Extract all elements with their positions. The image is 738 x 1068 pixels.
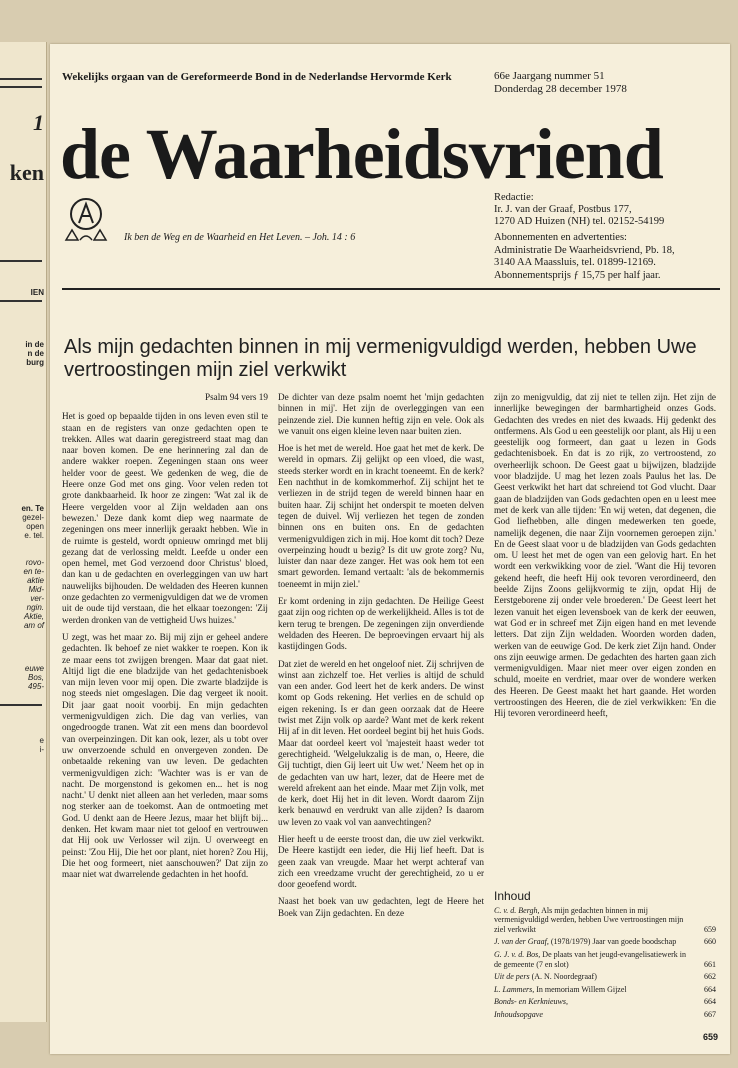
text-fragment: en. Te bbox=[21, 504, 44, 513]
text-fragment: ngin. bbox=[26, 603, 44, 612]
toc-text: (A. N. Noordegraaf) bbox=[531, 972, 597, 982]
paragraph: De dichter van deze psalm noemt het 'mijn gedachten binnen in mij'. Het zijn de overleggingen van een peinzende ziel. Die kunnen heftig zijn en vele. Ook als we vanuit ons eigen kleine leven naar buiten zien. bbox=[278, 392, 484, 436]
text-fragment: gezel- bbox=[22, 513, 44, 522]
paragraph: U zegt, was het maar zo. Bij mij zijn er geheel andere gedachten. Ik behoef ze niet wakker te roepen. Kon ik ze maar eens tot zwijgen brengen. Maar dat gaat niet. Altijd ligt die ene bladzijde van het gedachtenisboek van mijn leven voor mij open. Die zwarte bladzijde is nog steeds niet omgeslagen. Die dag vergeet ik nooit. Dit jaar gaat nooit voorbij. En mijn gedachten vermenigvuldigen zich. Die dag van verlies, van ongedroogde tranen. Wat zit een mens dan boordevol van overpeinzingen. Dit kan ook, lezer, als u tobt over uw onverzoende schuld en onvergeven zonden. De onbetaalde rekening van uw leven. De gedachten vermenigvuldigen zich: 'Wachter was is er van de nacht. De morgenstond is gekomen en... het is nog nacht.' U denkt niet alleen aan het verleden, maar soms nog sterker aan de toekomst. Aan de ontmoeting met God. U denkt aan de Heere Jezus, maar het blijft bij... denken. Het kwam maar niet tot geloof en vertrouwen dat Hij ook uw Verlosser wil zijn. U overweegt en peinst: 'Zou Hij, Die het oor plant, niet horen? Zou Hij, Die het oog formeert, niet aanschouwen?' Dat zijn zo maar niet wat dwarrelende gedachten in het hoofd. bbox=[62, 631, 268, 880]
redactie-line: Ir. J. van der Graaf, Postbus 177, bbox=[494, 204, 632, 215]
text-fragment: e. tel. bbox=[24, 531, 44, 540]
text-fragment: Bos, bbox=[27, 673, 44, 682]
divider bbox=[0, 86, 42, 88]
newspaper-page bbox=[50, 44, 730, 1054]
text-fragment: am of bbox=[23, 621, 44, 630]
alpha-omega-logo-icon bbox=[62, 194, 110, 242]
toc-item[interactable] bbox=[494, 985, 716, 995]
text-fragment: IEN bbox=[30, 288, 44, 297]
toc-page: 661 bbox=[704, 959, 716, 969]
toc-author: Inhoudsopgave bbox=[494, 1009, 543, 1019]
toc-page: 659 bbox=[704, 924, 716, 934]
text-fragment: n de bbox=[27, 349, 44, 358]
issue-volume: 66e Jaargang nummer 51 bbox=[494, 70, 605, 82]
text-fragment: aktie bbox=[27, 576, 44, 585]
toc-author: J. van der Graaf, bbox=[494, 937, 549, 947]
psalm-reference: Psalm 94 vers 19 bbox=[204, 392, 268, 402]
text-fragment: Aktie, bbox=[23, 612, 44, 621]
text-fragment: 495- bbox=[27, 682, 44, 691]
toc-title: Inhoud bbox=[494, 889, 531, 903]
toc-author: C. v. d. Bergh, bbox=[494, 905, 540, 915]
toc-page: 664 bbox=[704, 997, 716, 1007]
text-fragment: i- bbox=[39, 745, 44, 754]
toc-text: Als mijn gedachten binnen in mij vermenigvuldigd werden, hebben Uwe vertroostingen mijn ziel verkwikt bbox=[494, 905, 684, 934]
toc-author: Bonds- en Kerknieuws, bbox=[494, 997, 568, 1007]
page-number: 659 bbox=[702, 1032, 718, 1042]
article-column-2 bbox=[278, 392, 484, 925]
article-column-1 bbox=[62, 392, 268, 886]
text-fragment: euwe bbox=[24, 664, 44, 673]
toc-text: De plaats van het jeugd-evangelisatiewerk in de gemeente (7 en slot) bbox=[494, 949, 687, 969]
text-fragment: ver- bbox=[30, 594, 44, 603]
text-fragment: in de bbox=[25, 340, 44, 349]
issue-date: Donderdag 28 december 1978 bbox=[494, 83, 627, 95]
subscription-line: 3140 AA Maassluis, tel. 01899-12169. bbox=[494, 257, 656, 268]
toc-page: 660 bbox=[704, 937, 716, 947]
redactie-block bbox=[494, 192, 664, 228]
issue-info bbox=[494, 70, 627, 96]
paragraph: Naast het boek van uw gedachten, legt de Heere het Boek van Zijn gedachten. En deze bbox=[278, 896, 484, 918]
text-fragment: burg bbox=[26, 358, 44, 367]
subscription-line: Administratie De Waarheidsvriend, Pb. 18, bbox=[494, 244, 675, 256]
subscription-block bbox=[494, 232, 675, 282]
toc-author: Uit de pers bbox=[494, 972, 530, 982]
toc-item[interactable] bbox=[494, 1010, 716, 1020]
motto: Ik ben de Weg en de Waarheid en Het Leven. – Joh. 14 : 6 bbox=[124, 232, 356, 243]
toc-item[interactable] bbox=[494, 997, 716, 1007]
text-fragment: Mid- bbox=[28, 585, 44, 594]
toc-page: 667 bbox=[704, 1009, 716, 1019]
divider bbox=[0, 260, 42, 262]
divider bbox=[0, 300, 42, 302]
toc-page: 664 bbox=[704, 984, 716, 994]
toc-author: G. J. v. d. Bos, bbox=[494, 949, 541, 959]
paragraph: Het is goed op bepaalde tijden in ons leven even stil te staan en de registers van onze gedachten open te trekken. Alles wat daarin geregistreerd staat mag dan naar boven komen. De ene herinnering zal dan de andere wakker roepen. Zegeningen staan ons weer helder voor de geest. We gedenken de weg, die de Heere onze God met ons ging. Voor velen reden tot grote dankbaarheid. Ik hoor ze zingen: 'Wat zal ik de Heere vergelden voor al Zijn weldaden aan ons bewezen.' Deze dank komt diep weg naarmate de zegeningen ons meer innerlijk geraakt hebben. Wie in de ruimte is gesteld, wordt opnieuw omringd met blij gezang dat de verlossing meldt. Leefde u onder een open hemel, met God verzoend door Christus' bloed, dan kan u de gedachten en overleggingen van uw hart nauwelijks bijhouden. De weldaden des Heeren kunnen onze gedachten zo vermenigvuldigen dat we de vromen uit de oude tijd verstaan, die het elkaar toezongen: 'Zij werden dronken van de vettigheid Uws huizes.' bbox=[62, 411, 268, 625]
masthead-title: de Waarheidsvriend bbox=[60, 114, 663, 194]
organ-line: Wekelijks orgaan van de Gereformeerde Bond in de Nederlandse Hervormde Kerk bbox=[62, 71, 452, 83]
toc-item[interactable] bbox=[494, 950, 716, 969]
toc-item[interactable] bbox=[494, 937, 716, 947]
adjacent-page-fragment bbox=[0, 42, 47, 1022]
divider bbox=[0, 78, 42, 80]
paragraph: zijn zo menigvuldig, dat zij niet te tellen zijn. Het zijn de innerlijke bewegingen der barmhartigheid onzes Gods. Gedachten des vredes en niet des kwaads. Hij gedenkt des ontfermens. Als God u een geestelijk oor plant, als Hij u een geestelijk oog formeert, dan gaat u lezen in Gods gedachtenisboek. En dat is zo rijk, zo vertroostend, zo overheerlijk schoon. De Geest gaat u bijwijzen, bladzijde voor bladzijde. U mag het lezen zoals Paulus het las. De Geest verkwikt het hart dat schreiend tot God vlucht. Daar gaan de bladzijden van Gods gedachten open en u leest mee met de kerk van alle tijden: 'En wij weten, dat degenen, die God liefhebben, alle dingen medewerken ten goede, namelijk degenen, die naar Zijn voornemen geroepen zijn.' En de Geest slaat voor u de bladzijden van Gods gedachten om. U leest het met de ogen van een gelovig hart. En het wordt een verkwikking voor de ziel. 'Want die Hij tevoren gekend heeft, die heeft Hij ook tevoren verordineerd, den beelde Zijns Zoons gelijkvormig te zijn, opdat Hij de Eerstgeborene zij onder vele broederen.' De Geest leert het lezen vanuit het eigen levensboek van de kerk der eeuwen, wat God er in schreef met Zijn eigen hand en met levende letters. Dat zijn Zijn weldaden. Woorden worden daden, werken van de eeuwige God. De kerk ziet Zijn hand. Onder ons zijn eeuwige armen. De gedachten des harten gaan zich vermenigvuldigen. Maar niet meer over eigen zonden en schuld, moeite en verdriet, maar over de wondere werken des Heeren. De Geest maakt het hart gaande. Het worden vertroostingen des Heeren, die de ziel verkwikken: 'En die Hij tevoren verordineerd heeft, bbox=[494, 392, 716, 719]
article-column-3 bbox=[494, 392, 716, 726]
table-of-contents bbox=[494, 889, 716, 1023]
toc-item[interactable] bbox=[494, 906, 716, 935]
paragraph: Er komt ordening in zijn gedachten. De Heilige Geest gaat zijn oog richten op de werkelijkheid. Alles is tot de kern terug te brengen. De zegeningen zijn onverdiende weldaden des Heeren. De beproevingen ervaart hij als kastijdingen Gods. bbox=[278, 596, 484, 652]
redactie-label: Redactie: bbox=[494, 192, 534, 203]
redactie-line: 1270 AD Huizen (NH) tel. 02152-54199 bbox=[494, 216, 665, 227]
toc-page: 662 bbox=[704, 972, 716, 982]
toc-author: L. Lammers, bbox=[494, 984, 535, 994]
text-fragment: en te- bbox=[23, 567, 44, 576]
toc-text: In memoriam Willem Gijzel bbox=[536, 984, 627, 994]
header-rule bbox=[62, 288, 720, 290]
text-fragment: open bbox=[26, 522, 44, 531]
subscription-line: Abonnementsprijs ƒ 15,75 per half jaar. bbox=[494, 269, 661, 281]
paragraph: Hoe is het met de wereld. Hoe gaat het met de kerk. De wereld in opmars. Zij gelijkt op een vloed, die wast, steeds sterker wordt en in kracht toeneemt. En de kerk? Een nachthut in de komkommerhof. Zij schijnt het te verliezen in de strijd tegen de wereld binnen haar en buiten haar. Zij schijnt het onderspit te moeten delven tegen de duivel. Wij verliezen het tegen de zonden binnen ons en buiten ons. En de gedachten vermenigvuldigen zich in mij. Hoe komt dit toch? Deze overpeinzing houdt u bezig? Is dit uw grote zorg? Nu, luister dan naar deze zanger. Het was ook hem tot een smart geworden. Iemand vertaalt: 'als de bekommernis toeneemt in mijn ziel.' bbox=[278, 443, 484, 589]
paragraph: Hier heeft u de eerste troost dan, die uw ziel verkwikt. De Heere kastijdt een ieder, die Hij lief heeft. Dat is geen zaak van vreugde. Maar het werpt achteraf van zich een vreedzame vrucht der gerechtigheid, zo u er door geoefend wordt. bbox=[278, 833, 484, 890]
toc-text: (1978/1979) Jaar van goede boodschap bbox=[550, 937, 677, 947]
text-fragment: ken bbox=[9, 160, 44, 185]
text-fragment: 1 bbox=[33, 110, 44, 135]
text-fragment: e bbox=[39, 736, 44, 745]
subscription-line: Abonnementen en advertenties: bbox=[494, 232, 627, 243]
divider bbox=[0, 704, 42, 706]
text-fragment: rovo- bbox=[25, 558, 44, 567]
toc-item[interactable] bbox=[494, 972, 716, 982]
paragraph: Dat ziet de wereld en het ongeloof niet. Zij schrijven de winst aan zichzelf toe. Het verlies is altijd de schuld van een ander. God leert het de kerk anders. De winst komt op Gods rekening. Het verlies en de schuld op eigen rekening. Is er dan geen oorzaak dat de Heere twist met Zijn volk op aarde? Want met de kerk rekent Hij af in dit leven. Het oordeel begint bij het huis Gods. Maar dat oordeel keert vol 'majesteit haast weder tot gerechtigheid. 'Welgelukzalig is de man, o, Heere, die Gij tuchtigt, dien Gij leert uit Uw wet.' Neem het op in de gedachten van uw hart, lezer, dat de Heere met de wereld afrekent aan het einde. Maar met Zijn volk, met de kerk, doet Hij het in dit leven. Wordt daarom Zijn kerk benauwd en verdrukt van alle zijden? Is daarom uw leven zo vaak vol van aanvechtingen? bbox=[278, 658, 484, 827]
article-headline: Als mijn gedachten binnen in mij vermenigvuldigd werden, hebben Uwe vertroostingen mijn ziel verkwikt bbox=[64, 336, 697, 381]
